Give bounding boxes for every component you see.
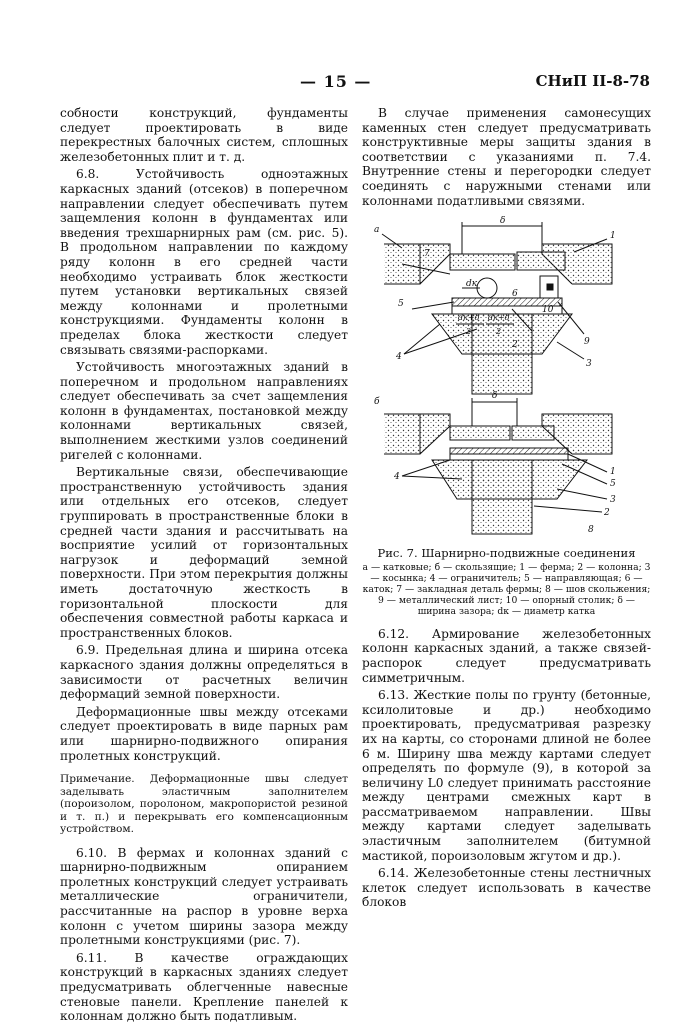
paragraph: 6.11. В качестве ограждающих конструкций в каркасных зданиях следует предусматривать облегченные навесные стеновые панели. Крепление панелей к колоннам должно быть податливым. [60,950,348,1024]
paragraph: 6.14. Железобетонные стены лестничных клеток следует использовать в качестве блоков [362,866,651,910]
label-delta-b: δ [492,391,498,402]
label-1: 1 [610,231,616,242]
left-column [60,106,348,1027]
page-number: — 15 — [300,72,372,91]
paragraph: В случае применения самонесущих каменных стен следует предусматривать конструктивные меры защиты здания в соответствии с указаниями п. 7.4. Внутренние стены и перегородки следует соединять с наружными стенами или колоннами податливыми связями. [362,106,651,208]
paragraph: 6.9. Предельная длина и ширина отсека каркасного здания должны определяться в зависимости от расчетных величин деформаций земной поверхности. [60,643,348,702]
note: Примечание. Деформационные швы следует заделывать эластичным заполнителем (пороизолом, поролоном, макропористой резиной и т. п.) и перекрывать его компенсационным устройством. [60,773,348,836]
label-2-b: 2 [604,508,610,519]
frac2-den: 2 [496,327,502,337]
paragraph: 6.10. В фермах и колоннах зданий с шарнирно-подвижным опиранием пролетных конструкций следует устраивать металлические ограничители, рассчитанные на распор в уровне верха колонн с учетом ширины зазора между пролетными конструкциями (рис. 7). [60,845,348,948]
label-1-b: 1 [610,467,616,478]
paragraph: 6.13. Жесткие полы по грунту (бетонные, ксилолитовые и др.) необходимо проектировать, предусматривая разрезку их на карты, со сторонами длиной не более 6 м. Ширину шва между картами следует определять по формуле (9), в которой за величину L0 следует принимать расстояние между центрами смежных карт в рассматриваемом направлении. Швы между картами следует заделывать эластичным заполнителем (битумной мастикой, пороизоловым жгутом и др.). [362,688,651,863]
paragraph: Вертикальные связи, обеспечивающие пространственную устойчивость здания или отдельных его отсеков, следует группировать в пространственные блоки в средней части здания и рассчитывать на восприятие усилий от горизонтальных нагрузок и деформаций земной поверхности. При этом перекрытия должны иметь достаточную жесткость в горизонтальной плоскости для обеспечения совместной работы каркаса и пространственных блоков. [60,465,348,640]
drawing-b [384,398,612,534]
document-code: СНиП II-8-78 [535,72,650,90]
label-4: 4 [396,352,402,363]
label-5-b: 5 [610,479,616,490]
label-8-b: 8 [588,525,594,536]
label-7: 7 [424,249,430,260]
figure-7-drawing [362,214,651,544]
paragraph: собности конструкций, фундаменты следует проектировать в виде перекрестных балочных систем, сплошных железобетонных плит и т. д. [60,106,348,164]
paragraph: Деформационные швы между отсеками следует проектировать в виде парных рам или шарнирно-подвижного опирания пролетных конструкций. [60,704,348,763]
drawing-a [382,222,612,394]
label-3-b: 3 [610,495,616,506]
label-delta: δ [500,216,506,227]
paragraph: 6.12. Армирование железобетонных колонн каркасных зданий, а также связей-распорок следует предусматривать симметричным. [362,626,651,685]
label-3: 3 [586,359,592,370]
paragraph: Устойчивость многоэтажных зданий в поперечном и продольном направлениях следует обеспечивать за счет защемления колонн в фундаментах, постановкой между колоннами вертикальных связей, выполнением жесткими узлов соединений ригелей с колоннами. [60,360,348,462]
label-a: а [374,225,380,236]
label-2: 2 [512,340,518,351]
figure-caption-title: Рис. 7. Шарнирно-подвижные соединения [377,546,636,561]
label-6: 6 [512,289,518,300]
paragraph: 6.8. Устойчивость одноэтажных каркасных зданий (отсеков) в поперечном направлении следует обеспечивать путем защемления колонн в фундаментах или введения трехшарнирных рам (см. рис. 5). В продольном направлении по каждому ряду колонн в его средней части необходимо устраивать блок жесткости путем установки вертикальных связей между колоннами и пролетными конструкциями. Фундаменты колонн в пределах блока жесткости следует связывать связями-распорками. [60,167,348,357]
frac2-num: dк+δ [488,313,510,323]
label-dk: dк [466,279,478,290]
page-header [60,72,650,94]
frac1-den: 2 [466,327,472,337]
label-5: 5 [398,299,404,310]
label-9: 9 [584,337,590,348]
frac1-num: dк+δ [458,313,480,323]
label-10: 10 [542,305,554,316]
label-4-b: 4 [394,472,400,483]
figure-caption-legend: а — катковые; б — скользящие; 1 — ферма; 2 — колонна; 3 — косынка; 4 — ограничитель; 5 — направляющая; 6 — каток; 7 — закладная деталь фермы; 8 — шов скольжения; 9 — металлический лист; 10 — опорный столик; δ — ширина зазора; dк — диаметр катка [362,561,651,617]
right-column [362,106,651,913]
label-b: б [374,397,380,408]
